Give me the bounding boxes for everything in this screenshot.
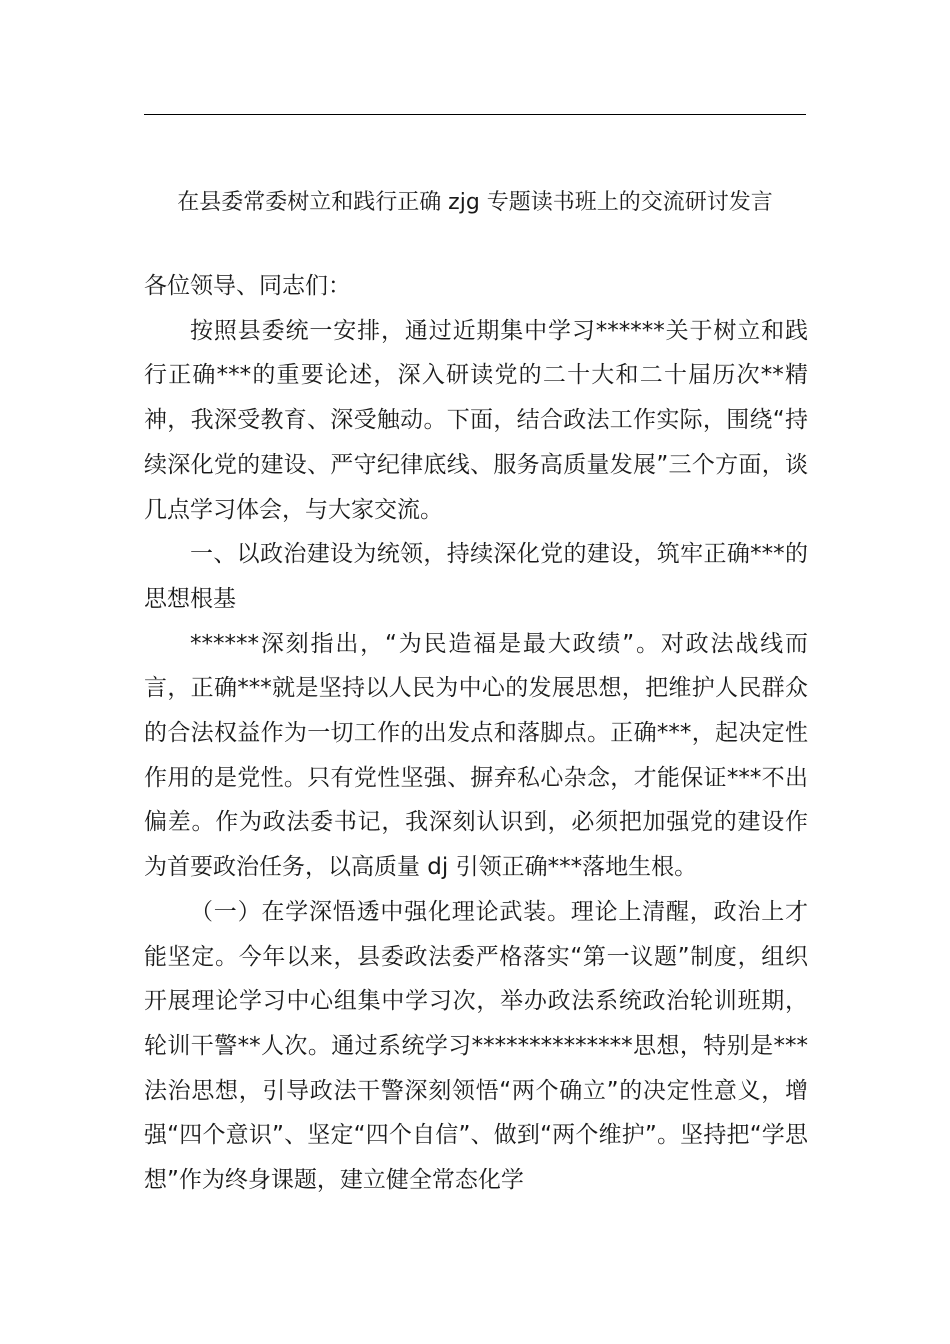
paragraph-section-1: ******深刻指出，“为民造福是最大政绩”。对政法战线而言，正确***就是坚持以人民为中心的发展思想，把维护人民群众的合法权益作为一切工作的出发点和落脚点。正确***，起决定性作用的是党性。只有党性坚强、摒弃私心杂念，才能保证***不出偏差。作为政法委书记，我深刻认识到，必须把加强党的建设作为首要政治任务，以高质量 dj 引领正确***落地生根。 bbox=[144, 630, 808, 881]
paragraph-subsection-1: （一）在学深悟透中强化理论武装。理论上清醒，政治上才能坚定。今年以来，县委政法委严格落实“第一议题”制度，组织开展理论学习中心组集中学习次，举办政法系统政治轮训班期，轮训干警**人次。通过系统学习**************思想，特别是***法治思想，引导政法干警深刻领悟“两个确立”的决定性意义，增强“四个意识”、坚定“四个自信”、做到“两个维护”。坚持把“学思想”作为终身课题，建立健全常态化学 bbox=[144, 898, 808, 1194]
document-title: 在县委常委树立和践行正确 zjg 专题读书班上的交流研讨发言 bbox=[177, 190, 773, 215]
header-divider bbox=[144, 114, 806, 115]
salutation: 各位领导、同志们： bbox=[144, 273, 351, 299]
document-body bbox=[144, 264, 808, 1203]
section-heading-1: 一、以政治建设为统领，持续深化党的建设，筑牢正确***的思想根基 bbox=[144, 541, 808, 612]
paragraph-intro: 按照县委统一安排，通过近期集中学习******关于树立和践行正确***的重要论述，深入研读党的二十大和二十届历次**精神，我深受教育、深受触动。下面，结合政法工作实际，围绕“持续深化党的建设、严守纪律底线、服务高质量发展”三个方面，谈几点学习体会，与大家交流。 bbox=[144, 317, 808, 523]
